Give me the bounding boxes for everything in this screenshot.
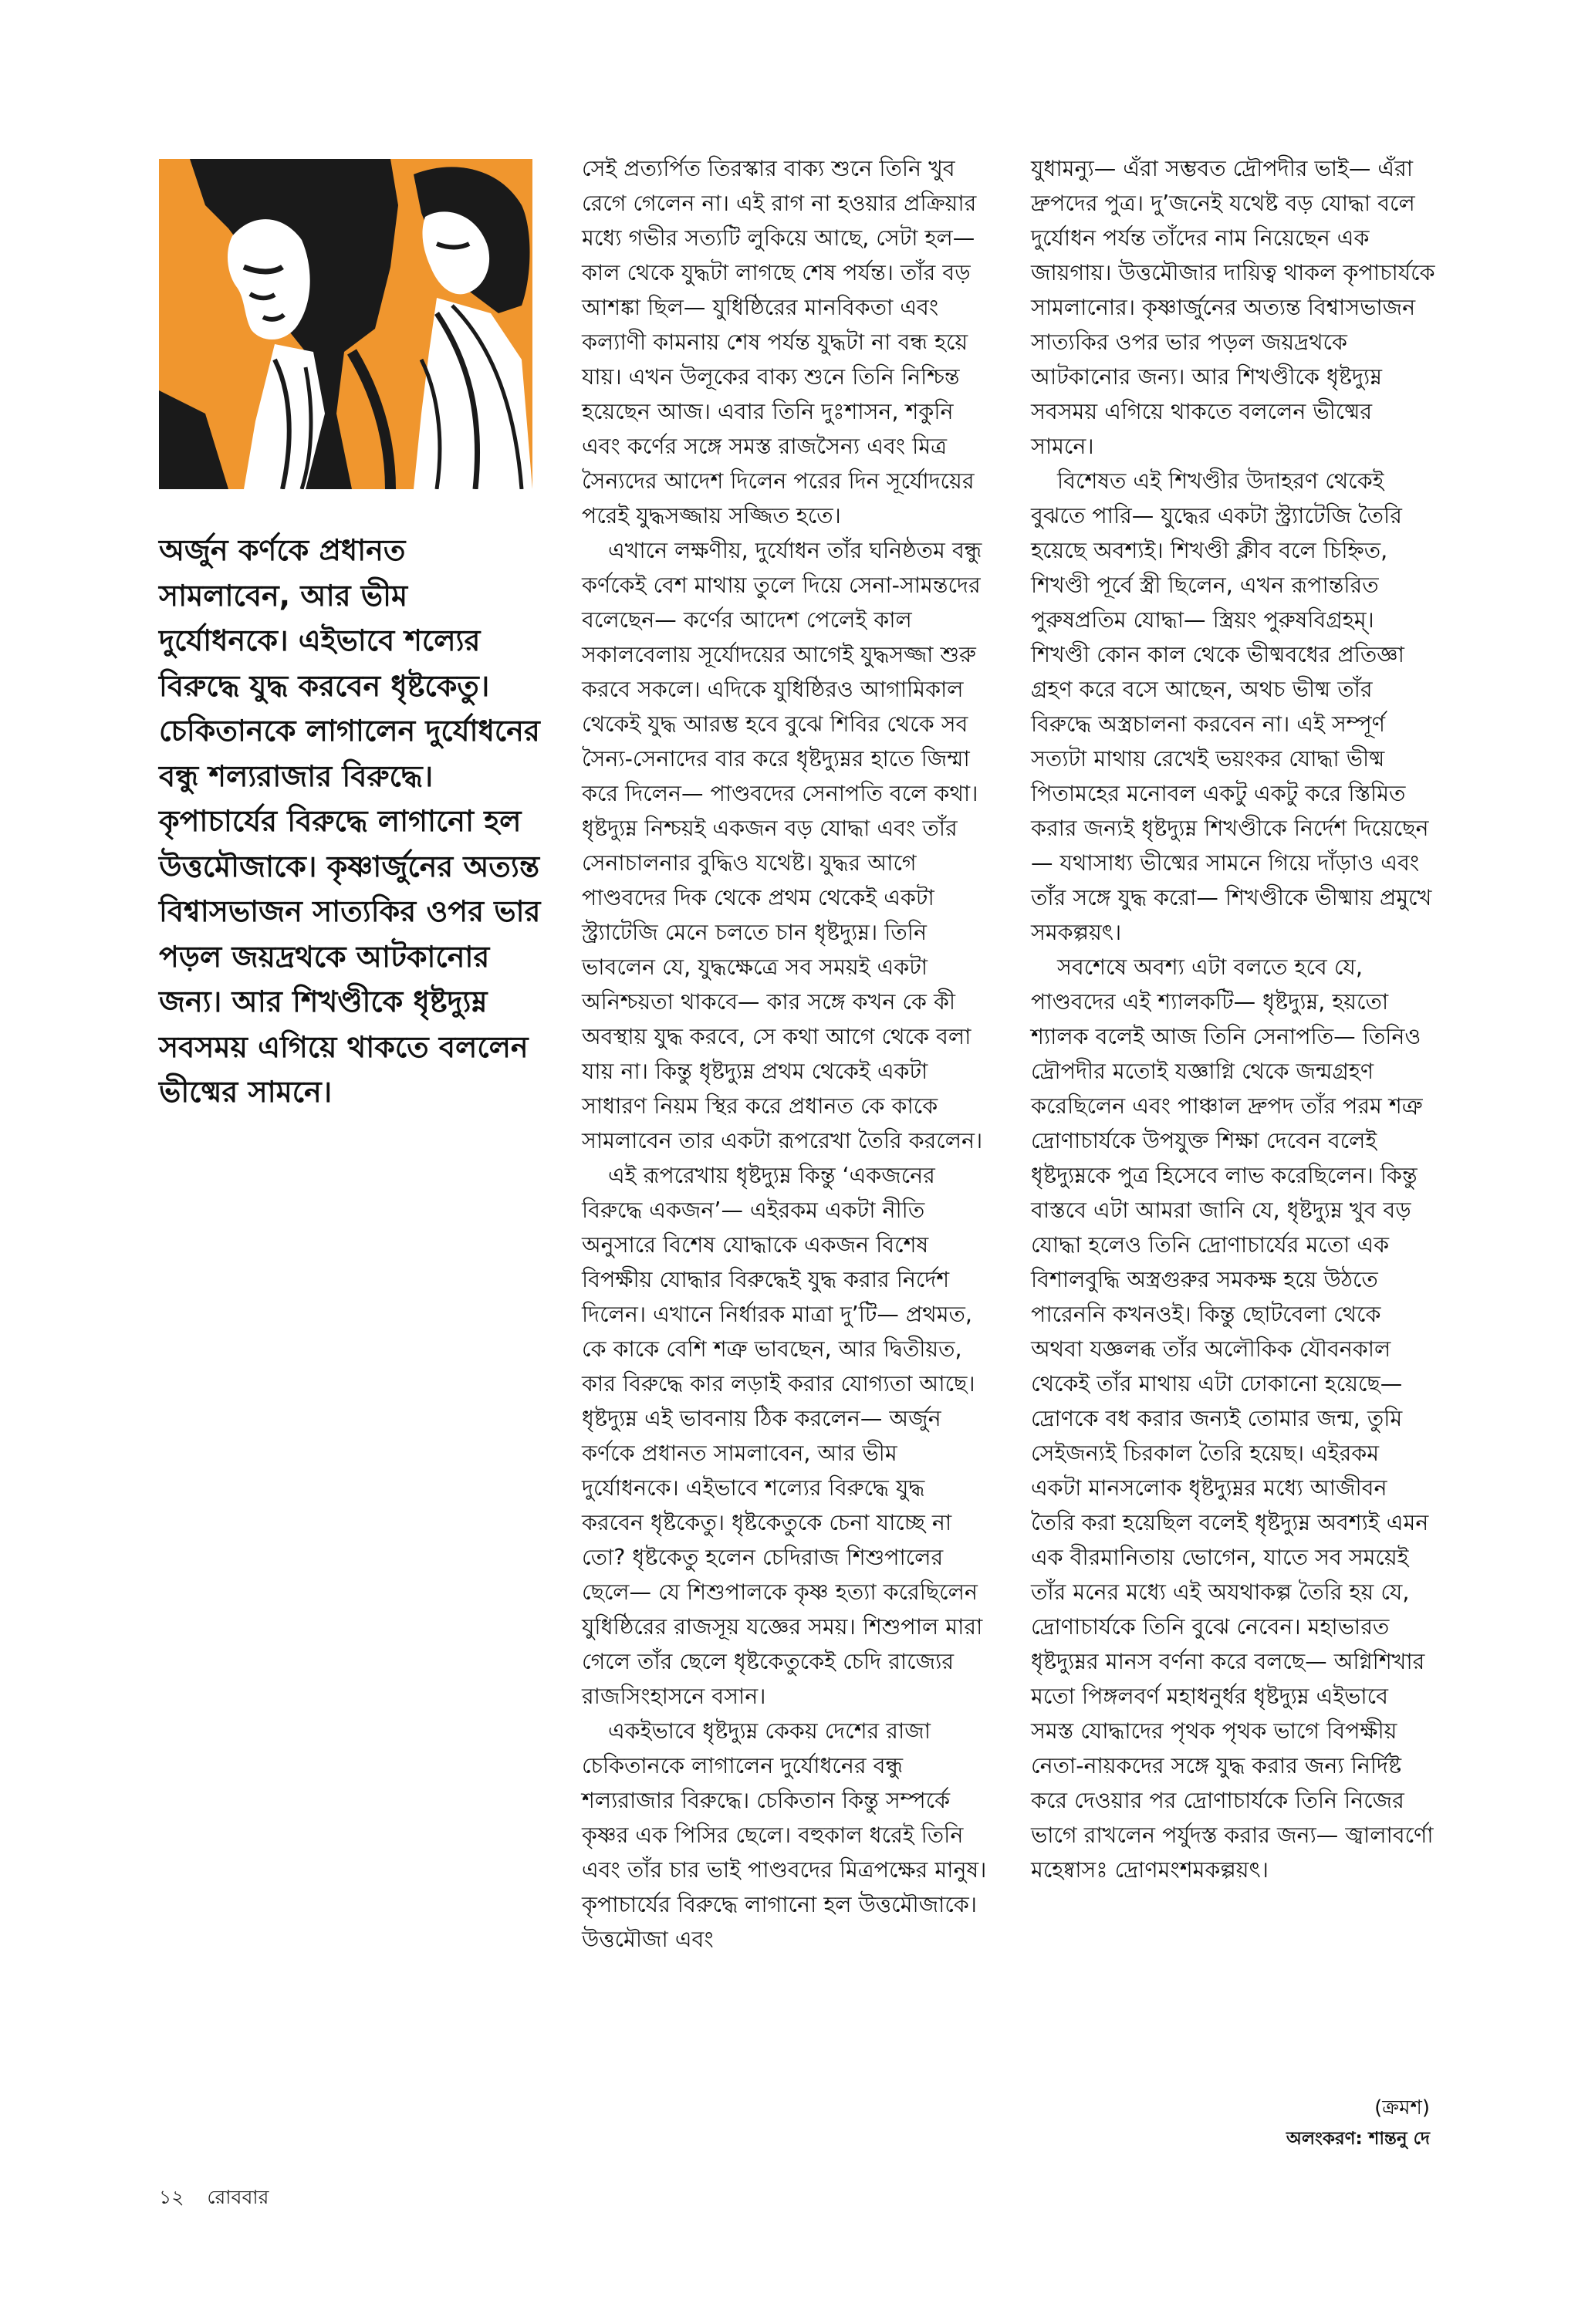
continued-label: (ক্রমশ) [1374, 2096, 1430, 2120]
article-credits [1286, 2093, 1430, 2154]
page-number: ১২ [159, 2186, 184, 2208]
paragraph: সবশেষে অবশ্য এটা বলতে হবে যে, পাণ্ডবদের এই শ্যালকটি— ধৃষ্টদ্যুম্ন, হয়তো শ্যালক বলেই আজ তিনি সেনাপতি— তিনিও দ্রৌপদীর মতোই যজ্ঞাগ্নি থেকে জন্মগ্রহণ করেছিলেন এবং পাঞ্চাল দ্রুপদ তাঁর পরম শত্রু দ্রোণাচার্যকে উপযুক্ত শিক্ষা দেবেন বলেই ধৃষ্টদ্যুম্নকে পুত্র হিসেবে লাভ করেছিলেন। কিন্তু বাস্তবে এটা আমরা জানি যে, ধৃষ্টদ্যুম্ন খুব বড় যোদ্ধা হলেও তিনি দ্রোণাচার্যের মতো এক বিশালবুদ্ধি অস্ত্রগুরুর সমকক্ষ হয়ে উঠতে পারেননি কখনওই। কিন্তু ছোটবেলা থেকে অথবা যজ্ঞলব্ধ তাঁর অলৌকিক যৌবনকাল থেকেই তাঁর মাথায় এটা ঢোকানো হয়েছে— দ্রোণকে বধ করার জন্যই তোমার জন্ম, তুমি সেইজন্যই চিরকাল তৈরি হয়েছ। এইরকম একটা মানসলোক ধৃষ্টদ্যুম্নর মধ্যে আজীবন তৈরি করা হয়েছিল বলেই ধৃষ্টদ্যুম্ন অবশ্যই এমন এক বীরমানিতায় ভোগেন, যাতে সব সময়েই তাঁর মনের মধ্যে এই অযথাকল্প তৈরি হয় যে, দ্রোণাচার্যকে তিনি বুঝে নেবেন। মহাভারত ধৃষ্টদ্যুম্নর মানস বর্ণনা করে বলছে— অগ্নিশিখার মতো পিঙ্গলবর্ণ মহাধনুর্ধর ধৃষ্টদ্যুম্ন এইভাবে সমস্ত যোদ্ধাদের পৃথক পৃথক ভাগে বিপক্ষীয় নেতা-নায়কদের সঙ্গে যুদ্ধ করার জন্য নির্দিষ্ট করে দেওয়ার পর দ্রোণাচার্যকে তিনি নিজের ভাগে রাখলেন পর্যুদস্ত করার জন্য— জ্বালাবর্ণো মহেষ্বাসঃ দ্রোণমংশমকল্পয়ৎ। [1031, 954, 1434, 1883]
illustration-credit: অলংকরণ: শান্তনু দে [1286, 2129, 1430, 2149]
paragraph: এখানে লক্ষণীয়, দুর্যোধন তাঁর ঘনিষ্ঠতম বন্ধু কর্ণকেই বেশ মাথায় তুলে দিয়ে সেনা-সামন্তদের বলেছেন— কর্ণের আদেশ পেলেই কাল সকালবেলায় সূর্যোদয়ের আগেই যুদ্ধসজ্জা শুরু করবে সকলে। এদিকে যুধিষ্ঠিরও আগামিকাল থেকেই যুদ্ধ আরম্ভ হবে বুঝে শিবির থেকে সব সৈন্য-সেনাদের বার করে ধৃষ্টদ্যুম্নর হাতে জিম্মা করে দিলেন— পাণ্ডবদের সেনাপতি বলে কথা। ধৃষ্টদ্যুম্ন নিশ্চয়ই একজন বড় যোদ্ধা এবং তাঁর সেনাচালনার বুদ্ধিও যথেষ্ট। যুদ্ধর আগে পাণ্ডবদের দিক থেকে প্রথম থেকেই একটা স্ট্র্যাটেজি মেনে চলতে চান ধৃষ্টদ্যুম্ন। তিনি ভাবলেন যে, যুদ্ধক্ষেত্রে সব সময়ই একটা অনিশ্চয়তা থাকবে— কার সঙ্গে কখন কে কী অবস্থায় যুদ্ধ করবে, সে কথা আগে থেকে বলা যায় না। কিন্তু ধৃষ্টদ্যুম্ন প্রথম থেকেই একটা সাধারণ নিয়ম স্থির করে প্রধানত কে কাকে সামলাবেন তার একটা রূপরেখা তৈরি করলেন। [582, 538, 983, 1154]
paragraph: এই রূপরেখায় ধৃষ্টদ্যুম্ন কিন্তু ‘একজনের বিরুদ্ধে একজন’— এইরকম একটা নীতি অনুসারে বিশেষ যোদ্ধাকে একজন বিশেষ বিপক্ষীয় যোদ্ধার বিরুদ্ধেই যুদ্ধ করার নির্দেশ দিলেন। এখানে নির্ধারক মাত্রা দু’টি— প্রথমত, কে কাকে বেশি শত্রু ভাবছেন, আর দ্বিতীয়ত, কার বিরুদ্ধে কার লড়াই করার যোগ্যতা আছে। ধৃষ্টদ্যুম্ন এই ভাবনায় ঠিক করলেন— অর্জুন কর্ণকে প্রধানত সামলাবেন, আর ভীম দুর্যোধনকে। এইভাবে শল্যের বিরুদ্ধে যুদ্ধ করবেন ধৃষ্টকেতু। ধৃষ্টকেতুকে চেনা যাচ্ছে না তো? ধৃষ্টকেতু হলেন চেদিরাজ শিশুপালের ছেলে— যে শিশুপালকে কৃষ্ণ হত্যা করেছিলেন যুধিষ্ঠিরের রাজসূয় যজ্ঞের সময়। শিশুপাল মারা গেলে তাঁর ছেলে ধৃষ্টকেতুকেই চেদি রাজ্যের রাজসিংহাসনে বসান। [582, 1163, 983, 1709]
article-column-1 [582, 151, 987, 1957]
article-column-2 [1031, 151, 1436, 1887]
paragraph: যুধামন্যু— এঁরা সম্ভবত দ্রৌপদীর ভাই— এঁরা দ্রুপদের পুত্র। দু’জনেই যথেষ্ট বড় যোদ্ধা বলে দুর্যোধন পর্যন্ত তাঁদের নাম নিয়েছেন এক জায়গায়। উত্তমৌজার দায়িত্ব থাকল কৃপাচার্যকে সামলানোর। কৃষ্ণার্জুনের অত্যন্ত বিশ্বাসভাজন সাত্যকির ওপর ভার পড়ল জয়দ্রথকে আটকানোর জন্য। আর শিখণ্ডীকে ধৃষ্টদ্যুম্ন সবসময় এগিয়ে থাকতে বললেন ভীষ্মের সামনে। [1031, 156, 1435, 459]
paragraph: সেই প্রত্যর্পিত তিরস্কার বাক্য শুনে তিনি খুব রেগে গেলেন না। এই রাগ না হওয়ার প্রক্রিয়ার মধ্যে গভীর সত্যটি লুকিয়ে আছে, সেটা হল— কাল থেকে যুদ্ধটা লাগছে শেষ পর্যন্ত। তাঁর বড় আশঙ্কা ছিল— যুধিষ্ঠিরের মানবিকতা এবং কল্যাণী কামনায় শেষ পর্যন্ত যুদ্ধটা না বন্ধ হয়ে যায়। এখন উলূকের বাক্য শুনে তিনি নিশ্চিন্ত হয়েছেন আজ। এবার তিনি দুঃশাসন, শকুনি এবং কর্ণের সঙ্গে সমস্ত রাজসৈন্য এবং মিত্র সৈন্যদের আদেশ দিলেন পরের দিন সূর্যোদয়ের পরেই যুদ্ধসজ্জায় সজ্জিত হতে। [582, 156, 977, 529]
paragraph: একইভাবে ধৃষ্টদ্যুম্ন কেকয় দেশের রাজা চেকিতানকে লাগালেন দুর্যোধনের বন্ধু শল্যরাজার বিরুদ্ধে। চেকিতান কিন্তু সম্পর্কে কৃষ্ণর এক পিসির ছেলে। বহুকাল ধরেই তিনি এবং তাঁর চার ভাই পাণ্ডবদের মিত্রপক্ষের মানুষ। কৃপাচার্যের বিরুদ্ধে লাগানো হল উত্তমৌজাকে। উত্তমৌজা এবং [582, 1718, 987, 1952]
magazine-name: রোববার [207, 2186, 269, 2208]
paragraph: বিশেষত এই শিখণ্ডীর উদাহরণ থেকেই বুঝতে পারি— যুদ্ধের একটা স্ট্র্যাটেজি তৈরি হয়েছে অবশ্যই। শিখণ্ডী ক্লীব বলে চিহ্নিত, শিখণ্ডী পূর্বে স্ত্রী ছিলেন, এখন রূপান্তরিত পুরুষপ্রতিম যোদ্ধা— স্ত্রিয়ং পুরুষবিগ্রহম্। শিখণ্ডী কোন কাল থেকে ভীষ্মবধের প্রতিজ্ঞা গ্রহণ করে বসে আছেন, অথচ ভীষ্ম তাঁর বিরুদ্ধে অস্ত্রচালনা করবেন না। এই সম্পূর্ণ সত্যটা মাথায় রেখেই ভয়ংকর যোদ্ধা ভীষ্ম পিতামহের মনোবল একটু একটু করে স্তিমিত করার জন্যই ধৃষ্টদ্যুম্ন শিখণ্ডীকে নির্দেশ দিয়েছেন— যথাসাধ্য ভীষ্মের সামনে গিয়ে দাঁড়াও এবং তাঁর সঙ্গে যুদ্ধ করো— শিখণ্ডীকে ভীষ্মায় প্রমুখে সমকল্পয়ৎ। [1031, 468, 1432, 945]
page-footer [159, 2182, 269, 2215]
pull-quote: অর্জুন কর্ণকে প্রধানত সামলাবেন, আর ভীম দুর্যোধনকে। এইভাবে শল্যের বিরুদ্ধে যুদ্ধ করবেন ধৃষ্টকেতু। চেকিতানকে লাগালেন দুর্যোধনের বন্ধু শল্যরাজার বিরুদ্ধে। কৃপাচার্যের বিরুদ্ধে লাগানো হল উত্তমৌজাকে। কৃষ্ণার্জুনের অত্যন্ত বিশ্বাসভাজন সাত্যকির ওপর ভার পড়ল জয়দ্রথকে আটকানোর জন্য। আর শিখণ্ডীকে ধৃষ্টদ্যুম্ন সবসময় এগিয়ে থাকতে বললেন ভীষ্মের সামনে। [159, 533, 541, 1109]
mahabharata-figures-illustration-icon [159, 159, 532, 489]
